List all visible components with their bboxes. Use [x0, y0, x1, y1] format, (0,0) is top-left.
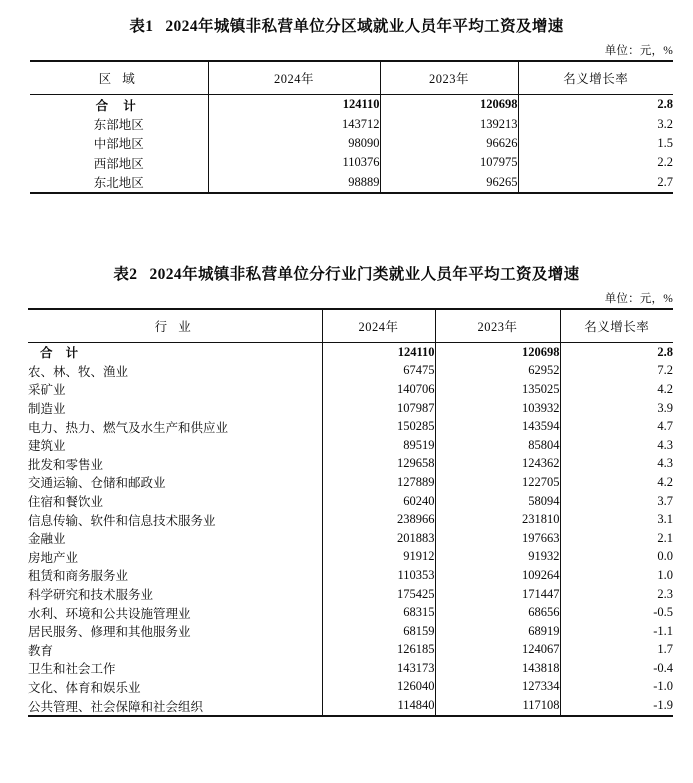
row-growth: 4.3: [560, 436, 673, 455]
row-label: 住宿和餐饮业: [28, 495, 104, 510]
row-y2023: 143594: [435, 417, 560, 436]
row-y2023: 109264: [435, 566, 560, 585]
table-row: [30, 95, 673, 115]
table2-col-2023: 2023年: [435, 309, 560, 343]
row-growth: 1.5: [518, 134, 673, 153]
row-label: 信息传输、软件和信息技术服务业: [28, 513, 216, 528]
row-y2023: 107975: [380, 153, 518, 172]
table-row: [30, 134, 673, 153]
table2-col-industry: 行 业: [154, 320, 195, 334]
row-y2023: 117108: [435, 696, 560, 716]
table-row: [30, 114, 673, 133]
row-growth: 4.2: [560, 473, 673, 492]
table-row: [28, 696, 673, 716]
table1-col-region: 区 域: [98, 72, 139, 86]
table2-body: [28, 343, 673, 716]
row-growth: 2.1: [560, 529, 673, 548]
table2: [28, 308, 673, 717]
table2-header: [28, 309, 673, 343]
row-y2024: 67475: [322, 362, 435, 381]
row-label: 制造业: [28, 402, 66, 417]
table1-col-2024: 2024年: [208, 61, 380, 95]
row-label: 居民服务、修理和其他服务业: [28, 625, 191, 640]
row-y2024: 124110: [208, 95, 380, 115]
row-y2023: 91932: [435, 548, 560, 567]
table1-header: [30, 61, 673, 95]
row-y2024: 110353: [322, 566, 435, 585]
row-growth: 2.2: [518, 153, 673, 172]
table-row: [30, 153, 673, 172]
row-label: 东北地区: [93, 176, 144, 191]
row-y2023: 58094: [435, 492, 560, 511]
row-y2023: 68919: [435, 622, 560, 641]
row-y2024: 60240: [322, 492, 435, 511]
row-growth: 2.8: [560, 343, 673, 362]
row-growth: 4.7: [560, 417, 673, 436]
row-growth: 3.9: [560, 399, 673, 418]
table2-unit-note: 单位：元，%: [604, 293, 673, 305]
table-row: [28, 678, 673, 697]
row-growth: 7.2: [560, 362, 673, 381]
table-row: [28, 399, 673, 418]
row-y2024: 98889: [208, 173, 380, 193]
row-growth: 3.7: [560, 492, 673, 511]
row-label: 公共管理、社会保障和社会组织: [28, 699, 204, 714]
table1-body: [30, 95, 673, 193]
row-y2023: 103932: [435, 399, 560, 418]
table2-col-2024: 2024年: [322, 309, 435, 343]
table1-number: 表1: [129, 18, 154, 35]
row-growth: 2.8: [518, 95, 673, 115]
row-label: 文化、体育和娱乐业: [28, 680, 141, 695]
row-label: 金融业: [28, 532, 66, 547]
row-label: 批发和零售业: [28, 457, 104, 472]
row-y2023: 231810: [435, 510, 560, 529]
row-label: 科学研究和技术服务业: [28, 588, 154, 603]
row-growth: -1.0: [560, 678, 673, 697]
row-growth: -1.1: [560, 622, 673, 641]
row-growth: 3.2: [518, 114, 673, 133]
row-y2023: 197663: [435, 529, 560, 548]
row-y2023: 68656: [435, 603, 560, 622]
row-y2024: 98090: [208, 134, 380, 153]
table-row: [28, 659, 673, 678]
row-growth: -1.9: [560, 696, 673, 716]
row-y2024: 126185: [322, 641, 435, 660]
table-row: [28, 529, 673, 548]
table-row: [28, 510, 673, 529]
row-y2023: 127334: [435, 678, 560, 697]
table-row: [28, 622, 673, 641]
row-growth: -0.5: [560, 603, 673, 622]
table2-number: 表2: [113, 266, 138, 283]
row-y2023: 85804: [435, 436, 560, 455]
table2-block: [0, 248, 693, 717]
table1-title-text: 2024年城镇非私营单位分区域就业人员年平均工资及增速: [165, 18, 564, 35]
row-label: 合 计: [40, 346, 84, 361]
row-y2024: 129658: [322, 455, 435, 474]
row-growth: 3.1: [560, 510, 673, 529]
table-row: [28, 380, 673, 399]
row-y2023: 171447: [435, 585, 560, 604]
table2-header-row: [28, 309, 673, 343]
row-growth: 2.7: [518, 173, 673, 193]
table2-title-text: 2024年城镇非私营单位分行业门类就业人员年平均工资及增速: [149, 266, 580, 283]
row-y2023: 96626: [380, 134, 518, 153]
row-y2024: 114840: [322, 696, 435, 716]
table-row: [28, 492, 673, 511]
row-label: 东部地区: [93, 118, 144, 133]
row-y2023: 62952: [435, 362, 560, 381]
row-y2023: 124067: [435, 641, 560, 660]
row-growth: 0.0: [560, 548, 673, 567]
row-y2024: 68159: [322, 622, 435, 641]
table1-title: [0, 0, 693, 42]
row-y2024: 140706: [322, 380, 435, 399]
table-row: [28, 548, 673, 567]
table-row: [28, 436, 673, 455]
row-growth: -0.4: [560, 659, 673, 678]
row-y2023: 120698: [380, 95, 518, 115]
row-y2024: 201883: [322, 529, 435, 548]
table-row: [28, 566, 673, 585]
row-label: 农、林、牧、渔业: [28, 364, 129, 379]
row-label: 房地产业: [28, 550, 79, 565]
row-y2024: 143712: [208, 114, 380, 133]
row-label: 电力、热力、燃气及水生产和供应业: [28, 420, 229, 435]
row-y2024: 150285: [322, 417, 435, 436]
table-row: [28, 455, 673, 474]
row-y2024: 175425: [322, 585, 435, 604]
row-y2023: 135025: [435, 380, 560, 399]
row-label: 合 计: [95, 98, 142, 113]
table-row: [28, 603, 673, 622]
row-y2023: 124362: [435, 455, 560, 474]
row-label: 中部地区: [93, 137, 144, 152]
table2-title: [0, 248, 693, 290]
table2-col-growth: 名义增长率: [560, 309, 673, 343]
row-growth: 4.2: [560, 380, 673, 399]
row-y2023: 122705: [435, 473, 560, 492]
table-row: [28, 417, 673, 436]
table-row: [28, 362, 673, 381]
row-y2024: 110376: [208, 153, 380, 172]
row-y2024: 89519: [322, 436, 435, 455]
row-y2024: 143173: [322, 659, 435, 678]
row-growth: 1.7: [560, 641, 673, 660]
row-label: 采矿业: [28, 383, 66, 398]
table1-col-2023: 2023年: [380, 61, 518, 95]
row-label: 水利、环境和公共设施管理业: [28, 606, 191, 621]
row-y2024: 124110: [322, 343, 435, 362]
row-label: 西部地区: [93, 156, 144, 171]
row-growth: 1.0: [560, 566, 673, 585]
table-row: [30, 173, 673, 193]
row-y2023: 139213: [380, 114, 518, 133]
row-y2024: 107987: [322, 399, 435, 418]
table-row: [28, 473, 673, 492]
table-row: [28, 585, 673, 604]
row-growth: 2.3: [560, 585, 673, 604]
table1-unit-note: 单位：元，%: [604, 45, 673, 57]
row-y2024: 126040: [322, 678, 435, 697]
row-y2024: 68315: [322, 603, 435, 622]
row-growth: 4.3: [560, 455, 673, 474]
table1: [30, 60, 673, 194]
row-y2023: 143818: [435, 659, 560, 678]
row-y2024: 127889: [322, 473, 435, 492]
row-label: 交通运输、仓储和邮政业: [28, 476, 166, 491]
table1-col-growth: 名义增长率: [518, 61, 673, 95]
table-row: [28, 641, 673, 660]
row-y2023: 96265: [380, 173, 518, 193]
table1-header-row: [30, 61, 673, 95]
row-label: 建筑业: [28, 439, 66, 454]
row-y2024: 91912: [322, 548, 435, 567]
row-label: 卫生和社会工作: [28, 662, 116, 677]
row-label: 租赁和商务服务业: [28, 569, 129, 584]
row-y2023: 120698: [435, 343, 560, 362]
table-row: [28, 343, 673, 362]
row-y2024: 238966: [322, 510, 435, 529]
row-label: 教育: [28, 643, 54, 658]
table1-block: [0, 0, 693, 194]
